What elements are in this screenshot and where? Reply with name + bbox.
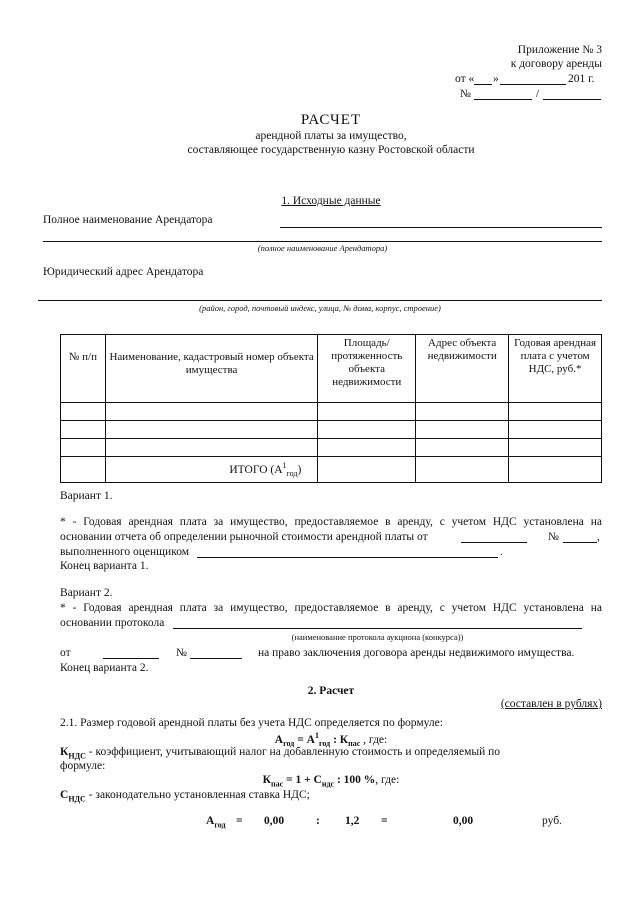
calc-value-1[interactable]: 0,00 <box>264 815 285 827</box>
variant1-text-2: основании отчета об определении рыночной стоимости арендной платы от <box>60 531 428 543</box>
table-cell[interactable] <box>318 421 416 439</box>
tenant-name-field-2[interactable] <box>43 241 602 242</box>
date-year: 201 г. <box>568 73 595 85</box>
calc-a-label: $А_{год}$ <box>206 815 226 830</box>
table-cell[interactable] <box>318 457 416 483</box>
section2-heading: 2. Расчет <box>307 685 355 697</box>
section2-note: (составлен в рублях) <box>500 698 602 710</box>
variant1-end: Конец варианта 1. <box>60 560 149 572</box>
variant1-period: . <box>500 546 503 558</box>
table-cell <box>61 457 106 483</box>
col-header-rent: Годовая арендная плата с учетом НДС, руб.* <box>509 335 602 403</box>
k-definition-1: $К_{НДС}$ - коэффициент, учитывающий налог на добавленную стоимость и определяемый по <box>60 746 501 761</box>
section2-p1: 2.1. Размер годовой арендной платы без учета НДС определяется по формуле: <box>60 717 443 729</box>
table-cell[interactable] <box>416 457 509 483</box>
table-cell[interactable] <box>61 403 106 421</box>
table-header-row <box>61 335 602 403</box>
property-table <box>60 334 602 483</box>
variant2-text-2: основании протокола <box>60 617 165 629</box>
variant1-no-label: № <box>548 531 559 543</box>
variant2-text-1: * - Годовая арендная плата за имущество, предоставляемое в аренду, с учетом НДС установлена на <box>60 602 602 614</box>
report-number-field[interactable] <box>563 542 597 543</box>
total-rent-value[interactable] <box>509 457 602 483</box>
table-cell[interactable] <box>105 421 317 439</box>
appendix-number: Приложение № 3 <box>517 44 602 56</box>
table-row <box>61 403 602 421</box>
calc-unit: руб. <box>542 815 562 827</box>
variant2-title: Вариант 2. <box>60 587 113 599</box>
calc-eq-2: = <box>381 815 388 827</box>
date-month-field[interactable] <box>500 84 566 85</box>
formula-2: $К_{пас} = 1 + С_{ндс}$ : 100 %, где: <box>262 774 400 789</box>
date-mid: » <box>493 73 499 85</box>
table-total-row <box>61 457 602 483</box>
col-header-address: Адрес объекта недвижимости <box>416 335 509 403</box>
table-row <box>61 421 602 439</box>
table-cell[interactable] <box>318 403 416 421</box>
tenant-name-hint: (полное наименование Арендатора) <box>257 243 388 253</box>
variant1-text-3: выполненного оценщиком <box>60 546 190 558</box>
table-cell[interactable] <box>61 439 106 457</box>
tenant-name-label: Полное наименование Арендатора <box>43 214 213 226</box>
appraiser-field[interactable] <box>197 557 498 558</box>
calc-value-3[interactable]: 0,00 <box>453 815 474 827</box>
calc-value-2[interactable]: 1,2 <box>345 815 360 827</box>
page-title: РАСЧЕТ <box>300 112 362 128</box>
table-cell[interactable] <box>509 403 602 421</box>
variant1-title: Вариант 1. <box>60 490 113 502</box>
tenant-address-field[interactable] <box>38 300 602 301</box>
protocol-name-field[interactable] <box>173 628 582 629</box>
table-cell[interactable] <box>105 439 317 457</box>
table-cell[interactable] <box>509 421 602 439</box>
table-cell[interactable] <box>416 403 509 421</box>
tenant-address-label: Юридический адрес Арендатора <box>43 266 204 278</box>
variant1-comma: , <box>597 531 600 543</box>
tenant-address-hint: (район, город, почтовый индекс, улица, № дома, корпус, строение) <box>199 303 441 313</box>
table-cell[interactable] <box>318 439 416 457</box>
doc-number-field-2[interactable] <box>543 99 601 100</box>
variant1-text-1: * - Годовая арендная плата за имущество, предоставляемое в аренду, с учетом НДС установлена на <box>60 516 602 528</box>
total-label: ИТОГО $(А^1_{год})$ <box>105 457 317 483</box>
doc-number-sep: / <box>536 88 540 100</box>
variant2-rest: на право заключения договора аренды недвижимого имущества. <box>258 647 575 659</box>
title-sub-1: арендной платы за имущество, <box>255 130 407 142</box>
calc-div: : <box>316 815 320 827</box>
variant2-from: от <box>60 647 71 659</box>
col-header-area: Площадь/ протяженность объекта недвижимости <box>318 335 416 403</box>
table-cell[interactable] <box>61 421 106 439</box>
date-day-field[interactable] <box>474 84 492 85</box>
doc-number-label: № <box>460 88 471 100</box>
doc-number-field-1[interactable] <box>474 99 532 100</box>
c-definition: $С_{НДС}$ - законодательно установленная ставка НДС; <box>60 789 310 804</box>
table-row <box>61 439 602 457</box>
k-definition-2: формуле: <box>60 760 106 772</box>
col-header-number: № п/п <box>61 335 106 403</box>
protocol-hint: (наименование протокола аукциона (конкурса)) <box>291 632 464 642</box>
title-sub-2: составляющее государственную казну Ростовской области <box>187 144 475 156</box>
section1-heading: 1. Исходные данные <box>281 195 381 207</box>
table-cell[interactable] <box>416 421 509 439</box>
date-prefix: от « <box>455 73 475 85</box>
protocol-date-field[interactable] <box>103 658 159 659</box>
formula-1: $А_{год} = А^1_{год}$ : $К_{пас}$ , где: <box>274 731 388 749</box>
table-cell[interactable] <box>416 439 509 457</box>
variant2-no-label: № <box>176 647 187 659</box>
protocol-number-field[interactable] <box>190 658 242 659</box>
appendix-contract: к договору аренды <box>510 58 602 70</box>
report-date-field[interactable] <box>461 542 527 543</box>
calc-eq-1: = <box>236 815 243 827</box>
table-cell[interactable] <box>105 403 317 421</box>
tenant-name-field[interactable] <box>280 227 602 228</box>
variant2-end: Конец варианта 2. <box>60 662 149 674</box>
col-header-name: Наименование, кадастровый номер объекта имущества <box>105 335 317 403</box>
table-cell[interactable] <box>509 439 602 457</box>
